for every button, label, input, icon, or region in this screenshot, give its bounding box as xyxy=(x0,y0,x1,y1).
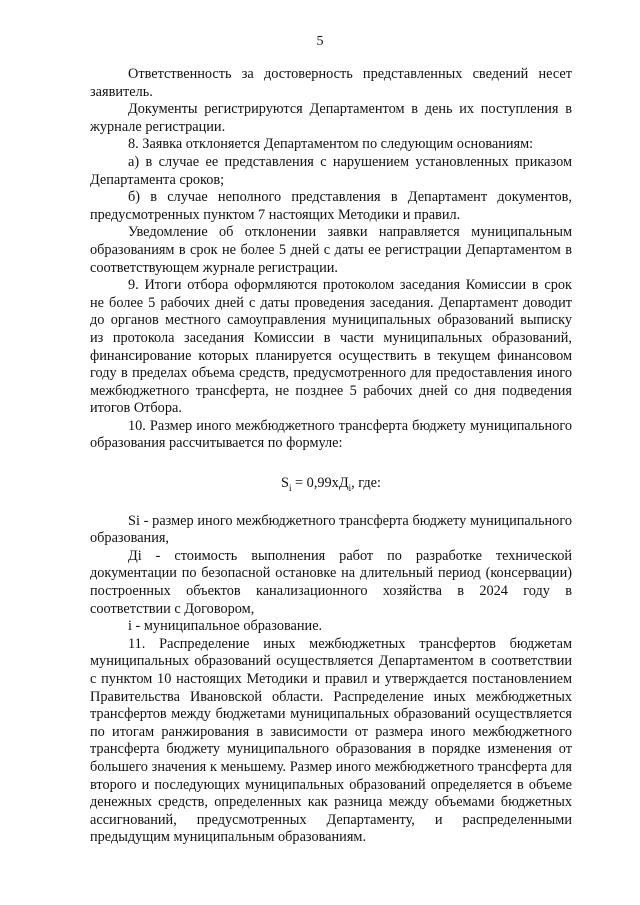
formula-mid: = 0,99хД xyxy=(291,475,349,492)
paragraph-responsibility: Ответственность за достоверность представленных сведений несет заявитель. xyxy=(90,66,572,100)
page-number: 5 xyxy=(316,34,324,49)
paragraph-item-8b: б) в случае неполного представления в Департамент документов, предусмотренных пунктом 7 настоящих Методики и правил. xyxy=(90,189,572,223)
paragraph-registration: Документы регистрируются Департаментом в день их поступления в журнале регистрации. xyxy=(90,101,572,135)
paragraph-def-i: i - муниципальное образование. xyxy=(128,618,323,635)
paragraph-def-di: Дi - стоимость выполнения работ по разработке технической документации по безопасной остановке на длительный период (консервации) построенных объектов канализационного хозяйства в 2024 году в соответствии с Договором, xyxy=(90,547,572,617)
formula-lhs: S xyxy=(280,475,289,492)
paragraph-item-8: 8. Заявка отклоняется Департаментом по следующим основаниям: xyxy=(128,136,534,153)
paragraph-def-si: Si - размер иного межбюджетного трансферта бюджету муниципального образования, xyxy=(90,512,572,547)
formula-lhs-subscript: i xyxy=(288,482,292,493)
paragraph-item-10: 10. Размер иного межбюджетного трансферта бюджету муниципального образования рассчитывается по формуле: xyxy=(90,417,572,452)
formula-rhs-subscript: i xyxy=(348,482,352,493)
formula xyxy=(90,475,572,493)
document-body xyxy=(90,66,572,847)
paragraph-item-8a: а) в случае ее представления с нарушением установленных приказом Департамента сроков; xyxy=(90,153,572,188)
paragraph-rejection-notice: Уведомление об отклонении заявки направляется муниципальным образованиям в срок не более 5 дней с даты ее регистрации Департаментом в соответствующем журнале регистрации. xyxy=(90,224,572,276)
paragraph-item-9: 9. Итоги отбора оформляются протоколом заседания Комиссии в срок не более 5 рабочих дней с даты проведения заседания. Департамент доводит до органов местного самоуправления муниципальных образований выписку из протокола заседания Комиссии в части муниципальных образований, финансирование которых планируется осуществить в текущем финансовом году в пределах объема средств, предусмотренного для предоставления иного межбюджетного трансферта, не позднее 5 рабочих дней со дня подведения итогов Отбора. xyxy=(90,277,572,417)
formula-tail: , где: xyxy=(351,475,382,492)
paragraph-item-11: 11. Распределение иных межбюджетных трансфертов бюджетам муниципальных образований осуществляется Департаментом в соответствии с пунктом 10 настоящих Методики и правил и утверждается постановлением Правительства Ивановской области. Распределение иных межбюджетных трансфертов между бюджетами муниципальных образований осуществляется по итогам ранжирования в зависимости от размера иного межбюджетного трансферта бюджету муниципального образования в порядке изменения от большего значения к меньшему. Размер иного межбюджетного трансферта для второго и последующих муниципальных образований определяется в объеме денежных средств, определенных как разница между объемами бюджетных ассигнований, предусмотренных Департаменту, и распределенными предыдущим муниципальным образованиям. xyxy=(90,635,572,846)
